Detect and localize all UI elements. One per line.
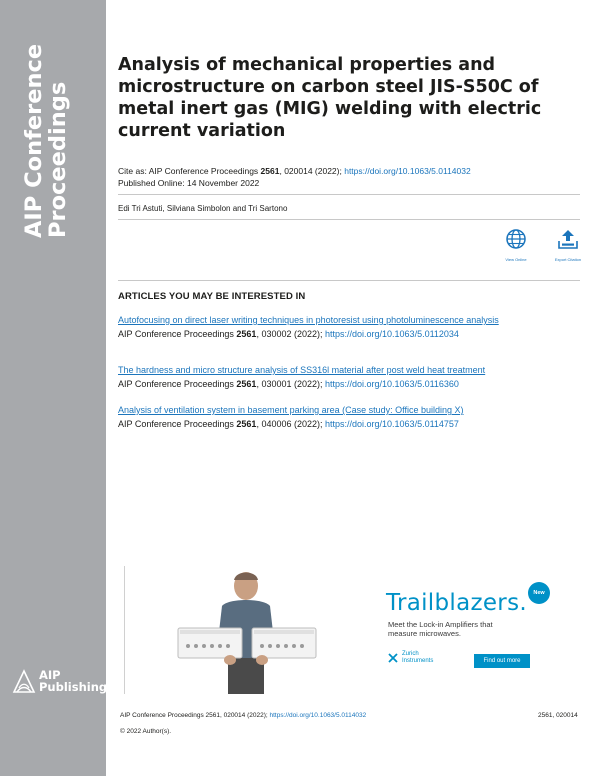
footer-cite-prefix: AIP Conference Proceedings 2561, 020014 (2022); [120, 712, 270, 719]
globe-icon [505, 228, 527, 250]
divider [118, 280, 580, 281]
journal-name-line2: Proceedings [45, 81, 71, 238]
aip-logo-icon [12, 668, 36, 694]
related-volume: 2561 [236, 419, 257, 429]
related-volume: 2561 [236, 329, 257, 339]
ad-border [124, 566, 125, 694]
related-source-prefix: AIP Conference Proceedings [118, 379, 237, 389]
publisher-logo[interactable] [12, 668, 107, 694]
footer-copyright: © 2022 Author(s). [120, 728, 172, 735]
related-article-title-link[interactable]: Autofocusing on direct laser writing techniques in photoresist using photoluminescence analysis [118, 315, 499, 325]
authors: Edi Tri Astuti, Silviana Simbolon and Tri Sartono [118, 204, 288, 213]
journal-name [22, 44, 70, 238]
related-source-suffix: , 040006 (2022); [256, 419, 325, 429]
related-source-suffix: , 030002 (2022); [256, 329, 325, 339]
related-doi-link[interactable]: https://doi.org/10.1063/5.0114757 [325, 419, 459, 429]
related-article [118, 314, 578, 340]
related-doi-link[interactable]: https://doi.org/10.1063/5.0116360 [325, 379, 459, 389]
ad-brand-line1: Zurich [402, 651, 419, 657]
related-article [118, 404, 578, 430]
related-source-suffix: , 030001 (2022); [256, 379, 325, 389]
related-articles-heading: ARTICLES YOU MAY BE INTERESTED IN [118, 291, 306, 302]
export-citation-label: Export Citation [554, 257, 582, 262]
article-title: Analysis of mechanical properties and microstructure on carbon steel JIS-S50C of metal inert gas (MIG) welding with electric current variation [118, 55, 542, 141]
zurich-instruments-logo-icon [388, 653, 398, 663]
ad-brand-line2: Instruments [402, 658, 434, 664]
export-citation-button[interactable] [550, 228, 586, 262]
ad-headline: Trailblazers. [386, 590, 527, 616]
journal-name-line1: AIP Conference [21, 43, 47, 238]
ad-new-badge: New [528, 582, 550, 604]
export-icon [557, 228, 579, 250]
divider [118, 219, 580, 220]
publisher-name-line1: AIP [39, 668, 61, 682]
ad-find-out-more-button[interactable]: Find out more [474, 654, 530, 668]
article-doi-link[interactable]: https://doi.org/10.1063/5.0114032 [344, 166, 471, 176]
ad-person-with-instrument-image [172, 566, 320, 694]
related-doi-link[interactable]: https://doi.org/10.1063/5.0112034 [325, 329, 459, 339]
ad-brand [388, 651, 433, 665]
related-source-prefix: AIP Conference Proceedings [118, 419, 237, 429]
divider [118, 194, 580, 195]
journal-sidebar [0, 0, 106, 776]
advertisement-banner[interactable] [124, 566, 576, 694]
cite-volume: 2561 [260, 166, 280, 176]
footer-doi-link[interactable]: https://doi.org/10.1063/5.0114032 [269, 712, 367, 719]
cite-prefix: Cite as: AIP Conference Proceedings [118, 166, 261, 176]
related-article-title-link[interactable]: Analysis of ventilation system in basement parking area (Case study: Office building X) [118, 405, 464, 415]
citation-block [118, 165, 471, 189]
footer-citation [120, 712, 366, 719]
related-article [118, 364, 578, 390]
ad-tagline: Meet the Lock-in Amplifiers that measure microwaves. [388, 620, 493, 638]
publisher-name-line2: Publishing [39, 680, 108, 694]
published-date: Published Online: 14 November 2022 [118, 178, 260, 188]
related-source-prefix: AIP Conference Proceedings [118, 329, 237, 339]
view-online-label: View Online [505, 257, 527, 262]
view-online-button[interactable] [498, 228, 534, 262]
footer-page-number: 2561, 020014 [538, 712, 578, 719]
related-article-title-link[interactable]: The hardness and micro structure analysis of SS316l material after post weld heat treatment [118, 365, 486, 375]
cite-suffix: , 020014 (2022); [279, 166, 345, 176]
related-volume: 2561 [236, 379, 257, 389]
